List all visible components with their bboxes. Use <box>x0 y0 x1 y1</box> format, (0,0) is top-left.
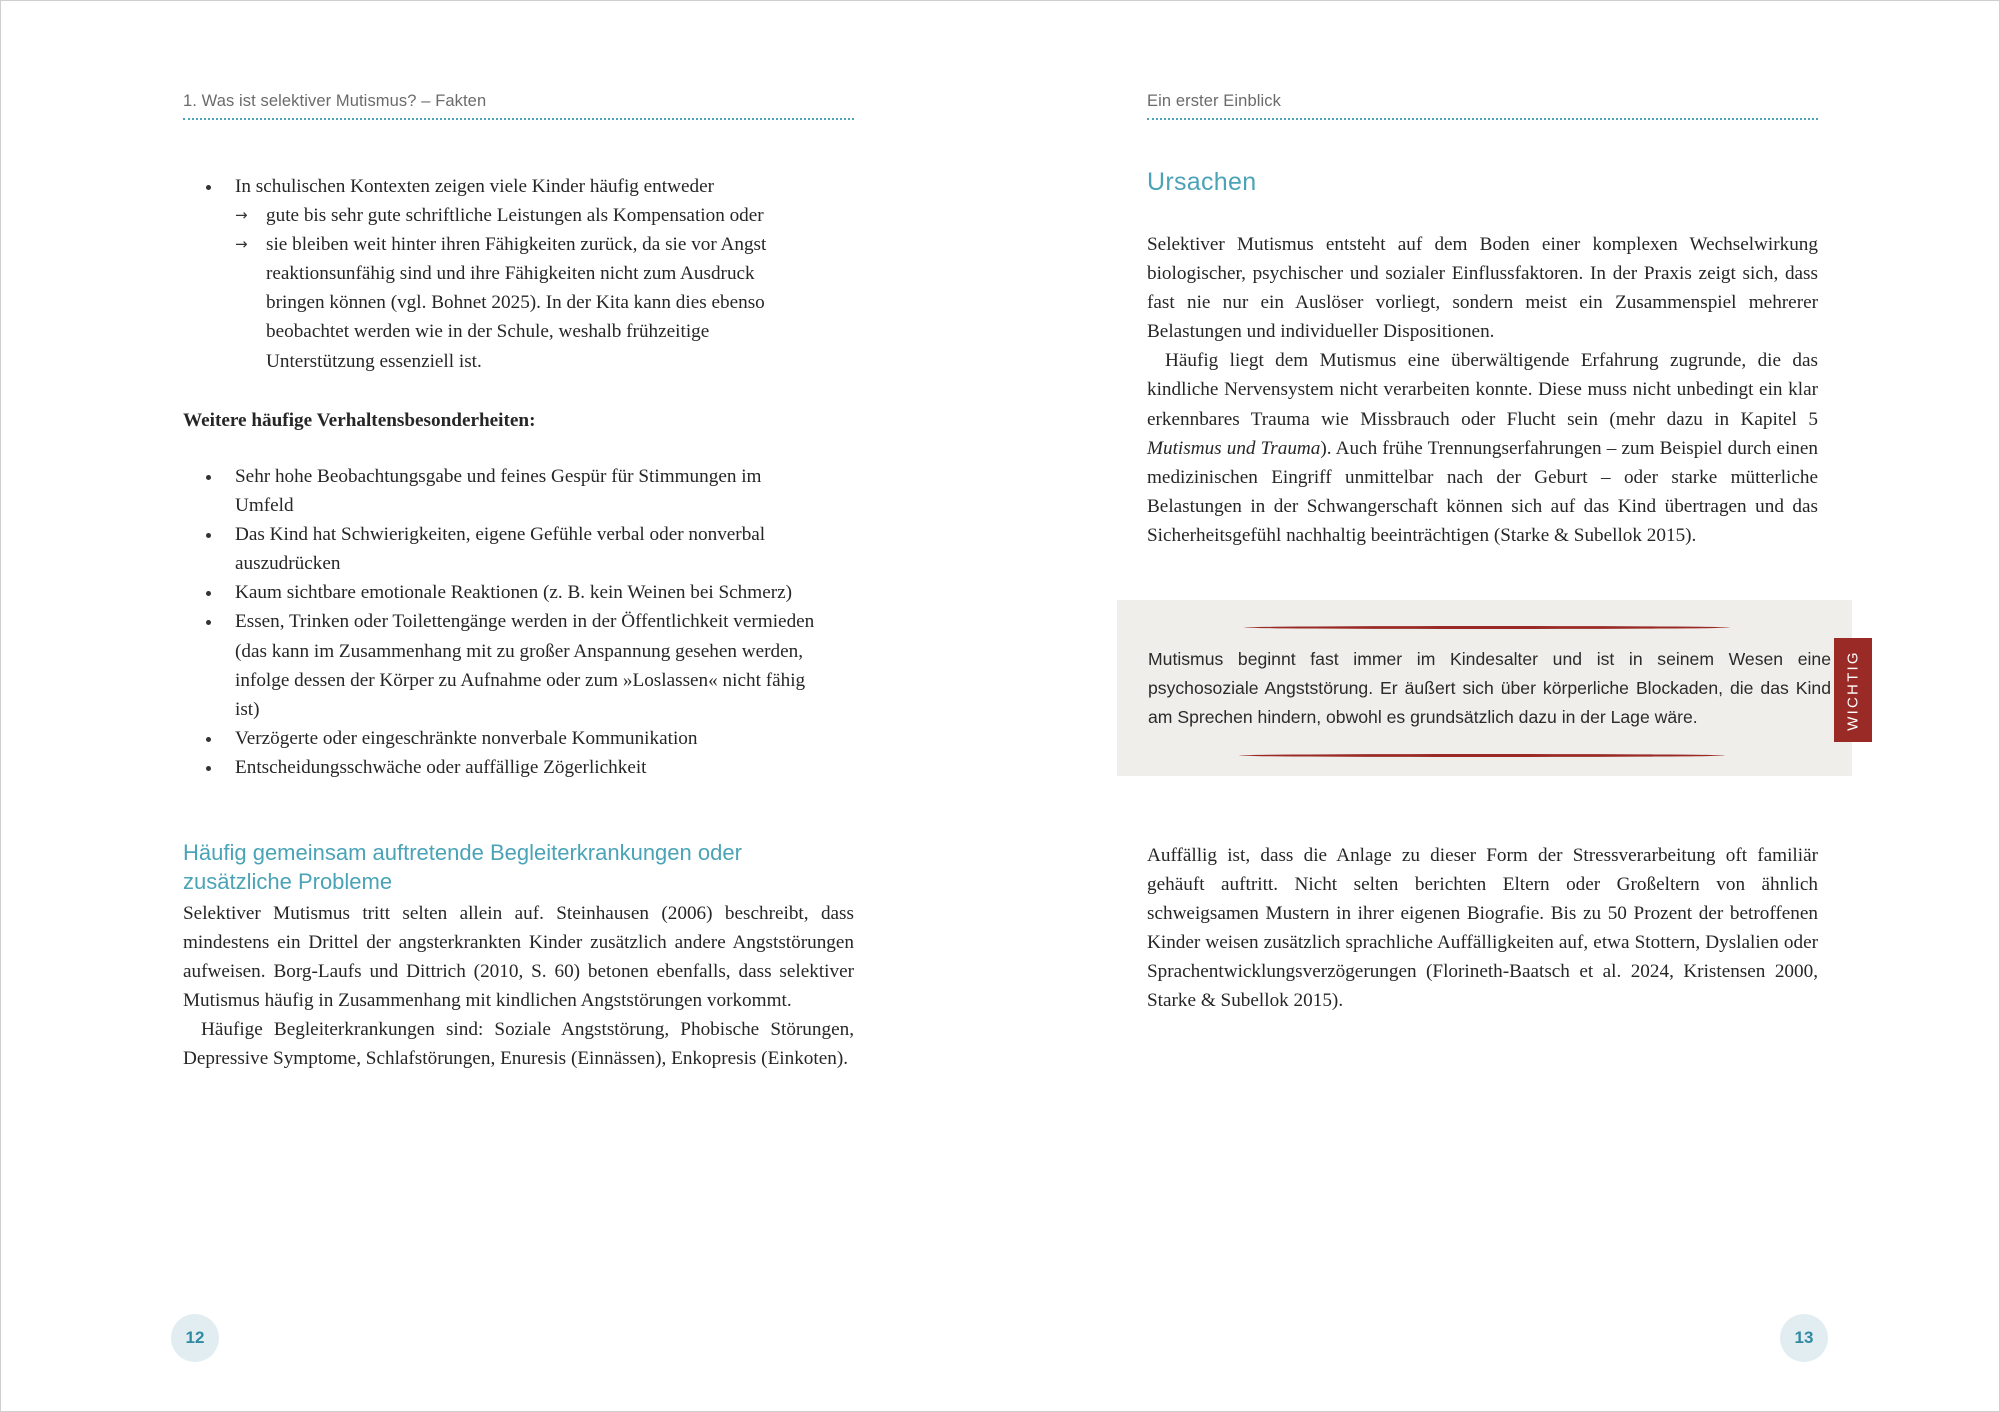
school-context-list <box>183 172 803 376</box>
list-item <box>183 462 823 520</box>
list-item-text: Entscheidungsschwäche oder auffällige Zögerlichkeit <box>235 756 647 778</box>
paragraph: Selektiver Mutismus tritt selten allein auf. Steinhausen (2006) beschreibt, dass mindestens ein Drittel der angsterkrankten Kinder zusätzlich andere Angststörungen aufweisen. Borg-Laufs und Dittrich (2010, S. 60) betonen ebenfalls, dass selektiver Mutismus häufig in Zusammenhang mit kindlichen Angststörungen vorkommt. <box>183 903 854 1012</box>
comorbidities-text <box>183 899 854 1074</box>
list-item <box>183 753 823 782</box>
list-item <box>183 578 823 607</box>
list-item-text: Das Kind hat Schwierigkeiten, eigene Gefühle verbal oder nonverbal auszudrücken <box>235 524 766 575</box>
behaviour-subheading: Weitere häufige Verhaltensbesonderheiten: <box>183 410 536 431</box>
running-head-rule-left <box>183 118 854 120</box>
heredity-text <box>1147 841 1818 1016</box>
list-item <box>183 724 823 753</box>
callout-tag-label: WICHTIG <box>1844 649 1862 731</box>
paragraph <box>1147 346 1818 550</box>
running-head-right: Ein erster Einblick <box>1147 92 1281 110</box>
callout-tag <box>1834 638 1872 742</box>
list-item <box>183 520 823 578</box>
running-head-rule-right <box>1147 118 1818 120</box>
callout-text: Mutismus beginnt fast immer im Kindesalter und ist in seinem Wesen eine psychosoziale Angststörung. Er äußert sich über körperliche Blockaden, die das Kind am Sprechen hindern, obwohl es grundsätzlich dazu in der Lage wäre. <box>1148 649 1831 728</box>
arrow-right-icon: → <box>235 206 248 225</box>
list-item-text: Verzögerte oder eingeschränkte nonverbale Kommunikation <box>235 727 698 749</box>
behaviour-list <box>183 462 823 782</box>
chapter-reference: Mutismus und Trauma <box>1147 437 1321 459</box>
arrow-right-icon: → <box>235 235 248 254</box>
paragraph: Auffällig ist, dass die Anlage zu dieser Form der Stressverarbeitung oft familiär gehäuft auftritt. Nicht selten berichten Eltern oder Großeltern von ähnlich schweigsamen Mustern in ihrer eigenen Biografie. Bis zu 50 Prozent der betroffenen Kinder weisen zusätzlich sprachliche Auffälligkeiten auf, etwa Stottern, Dyslalien oder Sprachentwicklungsverzögerungen (Florineth-Baatsch et al. 2024, Kristensen 2000, Starke & Subellok 2015). <box>1147 845 1818 1012</box>
paragraph: Selektiver Mutismus entsteht auf dem Boden einer komplexen Wechselwirkung biologischer, psychischer und sozialer Einflussfaktoren. In der Praxis zeigt sich, dass fast nie nur ein Auslöser vorliegt, sondern meist ein Zusammenspiel mehrerer Belastungen und individueller Dispositionen. <box>1147 234 1818 343</box>
list-item <box>183 172 803 376</box>
page-number-left: 12 <box>171 1314 219 1362</box>
right-page <box>1000 0 2000 1412</box>
paragraph-text: ). Auch frühe Trennungserfahrungen – zum Beispiel durch einen medizinischen Eingriff unmittelbar nach der Geburt – oder starke mütterliche Belastungen in der Schwangerschaft können sich auf das Kind übertragen und das Sicherheitsgefühl nachhaltig beeinträchtigen (Starke & Subellok 2015). <box>1147 437 1818 546</box>
sub-item-text: sie bleiben weit hinter ihren Fähigkeiten zurück, da sie vor Angst reaktionsunfähig sind und ihre Fähigkeiten nicht zum Ausdruck bringen können (vgl. Bohnet 2025). In der Kita kann dies ebenso beobachtet werden wie in der Schule, weshalb frühzeitige Unterstützung essenziell ist. <box>266 234 767 372</box>
list-item-text: Kaum sichtbare emotionale Reaktionen (z. B. kein Weinen bei Schmerz) <box>235 582 793 604</box>
paragraph-text: Häufig liegt dem Mutismus eine überwältigende Erfahrung zugrunde, die das kindliche Nervensystem nicht verarbeiten konnte. Diese muss nicht unbedingt ein klar erkennbares Trauma wie Missbrauch oder Flucht sein (mehr dazu in Kapitel 5 <box>1147 350 1818 430</box>
list-item-text: Essen, Trinken oder Toilettengänge werden in der Öffentlichkeit vermieden (das kann im Zusammenhang mit zu großer Anspannung gesehen werden, infolge dessen der Körper zu Aufnahme oder zum »Loslassen« nicht fähig ist) <box>235 611 815 720</box>
page-number-right: 13 <box>1780 1314 1828 1362</box>
running-head-left: 1. Was ist selektiver Mutismus? – Fakten <box>183 92 487 110</box>
section-heading-comorbidities: Häufig gemeinsam auftretende Begleiterkrankungen oder zusätzliche Probleme <box>183 840 742 894</box>
causes-text <box>1147 230 1818 550</box>
paragraph: Häufige Begleiterkrankungen sind: Soziale Angststörung, Phobische Störungen, Depressive Symptome, Schlafstörungen, Enuresis (Einnässen), Enkopresis (Einkoten). <box>183 1019 854 1070</box>
school-bullet-text: In schulischen Kontexten zeigen viele Kinder häufig entweder <box>235 176 714 197</box>
sub-item-text: gute bis sehr gute schriftliche Leistungen als Kompensation oder <box>266 205 764 227</box>
section-heading-causes: Ursachen <box>1147 168 1257 196</box>
sub-list-item <box>235 201 803 230</box>
important-callout-box <box>1117 600 1852 776</box>
list-item-text: Sehr hohe Beobachtungsgabe und feines Gespür für Stimmungen im Umfeld <box>235 466 762 517</box>
callout-divider-bottom <box>1239 754 1725 757</box>
sub-list-item <box>235 230 803 375</box>
list-item <box>183 607 823 723</box>
callout-divider-top <box>1244 626 1730 629</box>
